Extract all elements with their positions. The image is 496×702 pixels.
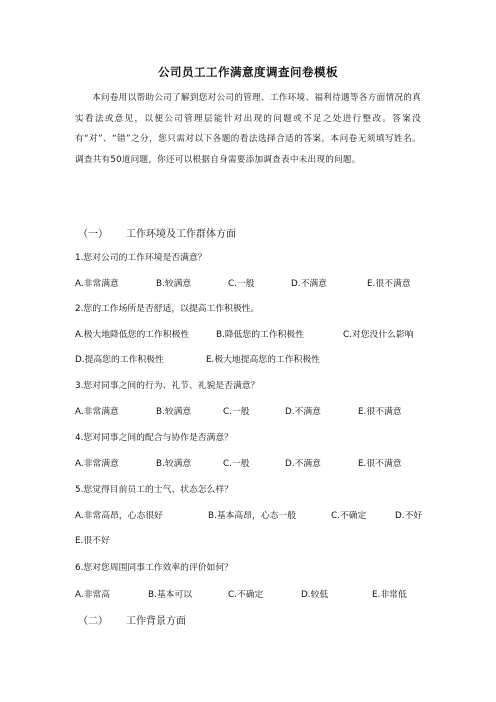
question-5: 5.您觉得目前员工的士气、状态怎么样？ xyxy=(75,485,233,495)
option-b: B.基本高昂，心态一般 xyxy=(208,511,297,521)
option-a: A.非常满意 xyxy=(75,279,119,289)
section-heading-work-environment xyxy=(78,225,236,240)
question-5-options-row-2 xyxy=(75,533,425,547)
option-b: B.较满意 xyxy=(156,279,192,289)
option-a: A.非常高 xyxy=(75,590,111,600)
option-a: A.非常满意 xyxy=(75,459,119,469)
document-title: 公司员工工作满意度调查问卷模板 xyxy=(158,65,338,79)
option-b: B.基本可以 xyxy=(148,590,193,600)
question-1: 1.您对公司的工作环境是否满意？ xyxy=(75,253,207,263)
question-2-options xyxy=(75,327,425,341)
section-heading-work-background xyxy=(78,612,186,627)
section-number: （一） xyxy=(78,229,108,240)
option-e: E.很不满意 xyxy=(358,459,402,469)
section-name: 工作环境及工作群体方面 xyxy=(126,229,236,240)
option-d: D.不满意 xyxy=(285,459,321,469)
option-a: A.极大地降低您的工作积极性 xyxy=(75,330,190,340)
option-e: E.很不满意 xyxy=(367,279,411,289)
option-b: B.较满意 xyxy=(156,459,192,469)
question-2: 2.您的工作场所是否舒适，以提高工作积极性。 xyxy=(75,304,260,314)
option-b: B.降低您的工作积极性 xyxy=(216,330,305,340)
question-2-options-row-2 xyxy=(75,352,425,366)
option-c: C.对您没什么影响 xyxy=(343,330,414,340)
option-a: A.非常高昂，心态很好 xyxy=(75,511,163,521)
question-3: 3.您对同事之间的行为、礼节、礼貌是否满意？ xyxy=(75,381,260,391)
option-d: D.不满意 xyxy=(285,407,321,417)
option-a: A.非常满意 xyxy=(75,407,119,417)
option-c: C.一般 xyxy=(223,407,250,417)
option-c: C.一般 xyxy=(223,459,250,469)
section-name: 工作背景方面 xyxy=(126,616,186,627)
question-4: 4.您对同事之间的配合与协作是否满意？ xyxy=(75,433,233,443)
question-4-options xyxy=(75,456,425,470)
question-6-options xyxy=(75,587,425,601)
option-d: D.较低 xyxy=(301,590,329,600)
option-e: E.非常低 xyxy=(372,590,407,600)
option-c: C.不确定 xyxy=(331,511,367,521)
option-e: E.很不满意 xyxy=(358,407,402,417)
option-c: C.不确定 xyxy=(228,590,264,600)
question-3-options xyxy=(75,404,425,418)
question-5-options xyxy=(75,508,425,522)
option-d: D.提高您的工作积极性 xyxy=(75,355,164,365)
option-d: D.不好 xyxy=(395,511,423,521)
option-b: B.较满意 xyxy=(156,407,192,417)
question-6: 6.您对您周围同事工作效率的评价如何？ xyxy=(75,563,233,573)
intro-paragraph: 本问卷用以帮助公司了解到您对公司的管理、工作环境、福利待遇等各方面情况的真实看法或意见，以便公司管理层能针对出现的问题或不足之处进行整改。答案没有“对”、“错”之分，您只需对以下各题的看法选择合适的答案，本问卷无须填写姓名。调查共有50道问题，你还可以根据自身需要添加调查表中未出现的问题。 xyxy=(75,93,421,165)
option-e: E.很不好 xyxy=(75,536,110,546)
option-e: E.极大地提高您的工作积极性 xyxy=(206,355,320,365)
section-number: （二） xyxy=(78,616,108,627)
option-d: D.不满意 xyxy=(291,279,327,289)
option-c: C.一般 xyxy=(228,279,255,289)
question-1-options xyxy=(75,276,425,290)
